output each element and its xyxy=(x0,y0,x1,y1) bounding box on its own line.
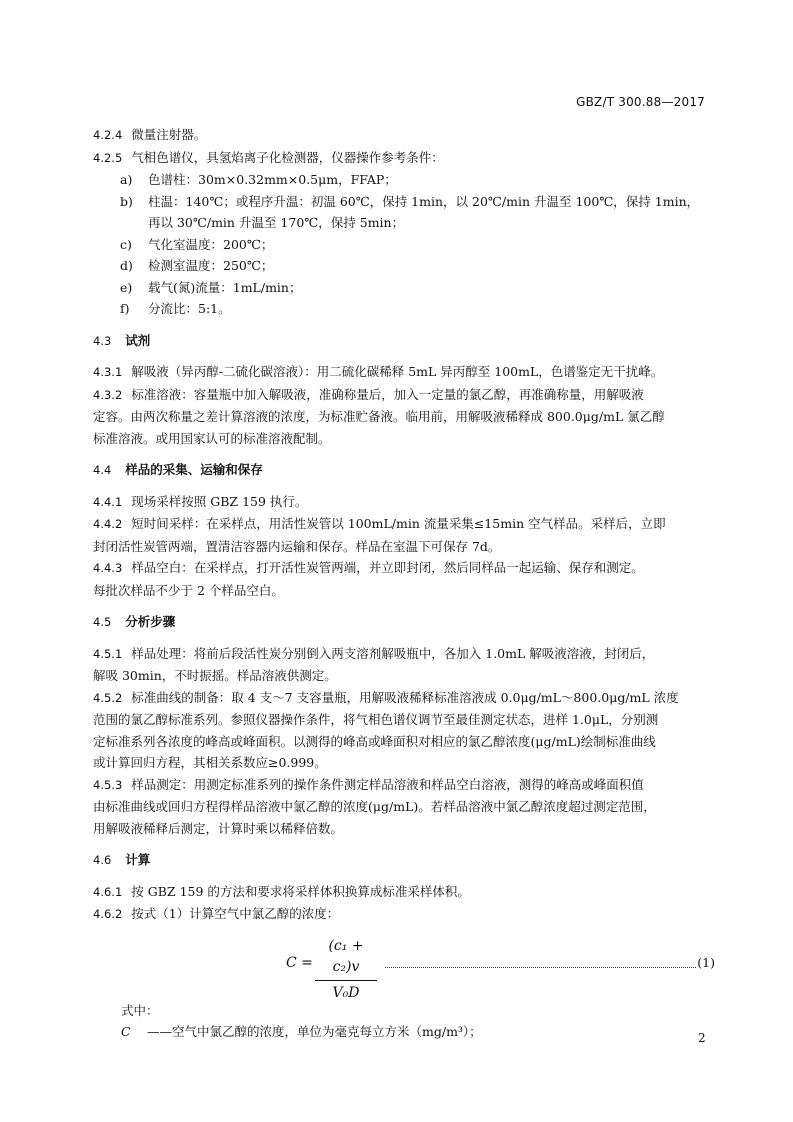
clause-4-4-3-line2: 每批次样品不少于 2 个样品空白。 xyxy=(93,582,284,598)
equation-number: (1) xyxy=(697,954,715,970)
list-item-b-continuation: 再以 30℃/min 升温至 170℃，保持 5min； xyxy=(148,215,405,230)
clause-4-5-2-line4: 或计算回归方程，其相关系数应≥0.999。 xyxy=(93,755,327,770)
clause-4-4-2: 4.4.2 短时间采样：在采样点，用活性炭管以 100mL/min 流量采集≤15min 空气样品。采样后，立即 xyxy=(93,516,666,531)
document-body xyxy=(93,124,715,1043)
clause-4-3-2-line3: 标准溶液。或用国家认可的标准溶液配制。 xyxy=(93,430,331,446)
list-item-e: e) 载气(氮)流量：1mL/min； xyxy=(120,279,302,295)
page-number: 2 xyxy=(698,1031,706,1045)
list-item-c: c) 气化室温度：200℃； xyxy=(120,236,274,252)
clause-text: 微量注射器。 xyxy=(131,127,207,142)
section-heading-4-4: 4.4 样品的采集、运输和保存 xyxy=(93,462,263,477)
clause-4-2-5 xyxy=(93,147,715,170)
clause-4-5-3: 4.5.3 样品测定：用测定标准系列的操作条件测定样品溶液和样品空白溶液，测得的峰高或峰面积值 xyxy=(93,776,644,792)
where-label: 式中： xyxy=(121,1002,159,1018)
symbol-description: ——空气中氯乙醇的浓度，单位为毫克每立方米（mg/m³）； xyxy=(147,1024,482,1039)
section-heading-4-5: 4.5 分析步骤 xyxy=(93,614,176,629)
clause-4-3-2: 4.3.2 标准溶液：容量瓶中加入解吸液，准确称量后，加入一定量的氯乙醇，再准确称量，用解吸液 xyxy=(93,386,644,402)
clause-4-5-3-line3: 用解吸液稀释后测定，计算时乘以稀释倍数。 xyxy=(93,820,344,836)
clause-4-3-2-line2: 定容。由两次称量之差计算溶液的浓度，为标准贮备液。临用前，用解吸液稀释成 800.0μg/mL 氯乙醇 xyxy=(93,409,665,424)
symbol-definition xyxy=(93,1021,715,1043)
section-heading-4-6: 4.6 计算 xyxy=(93,852,151,867)
list-item-d: d) 检测室温度：250℃； xyxy=(120,258,274,273)
clause-4-4-2-line2: 封闭活性炭管两端，置清洁容器内运输和保存。样品在室温下可保存 7d。 xyxy=(93,538,501,554)
clause-number: 4.2.5 xyxy=(93,150,123,165)
clause-4-6-1: 4.6.1 按 GBZ 159 的方法和要求将采样体积换算成标准采样体积。 xyxy=(93,883,470,899)
clause-4-5-1-line2: 解吸 30min，不时振摇。样品溶液供测定。 xyxy=(93,668,337,683)
fraction-bar xyxy=(315,980,377,981)
clause-4-3-1: 4.3.1 解吸液（异丙醇-二硫化碳溶液）：用二硫化碳稀释 5mL 异丙醇至 100mL，色谱鉴定无干扰峰。 xyxy=(93,364,664,379)
formula-numerator: (c₁ + c₂)v xyxy=(328,937,364,975)
clause-4-5-2: 4.5.2 标准曲线的制备：取 4 支～7 支容量瓶，用解吸液稀释标准溶液成 0.0μg/mL～800.0μg/mL 浓度 xyxy=(93,689,679,705)
section-heading-4-3: 4.3 试剂 xyxy=(93,332,151,348)
dot-leader xyxy=(385,959,696,968)
clause-text: 气相色谱仪，具氢焰离子化检测器，仪器操作参考条件： xyxy=(131,149,444,165)
formula-fraction xyxy=(315,936,377,1005)
clause-4-5-2-line2: 范围的氯乙醇标准系列。参照仪器操作条件，将气相色谱仪调节至最佳测定状态，进样 1.0μL，分别测 xyxy=(93,712,659,727)
formula-lhs: C = xyxy=(286,954,313,971)
clause-4-4-3: 4.4.3 样品空白：在采样点，打开活性炭管两端，并立即封闭，然后同样品一起运输、保存和测定。 xyxy=(93,560,644,575)
formula-denominator: V₀D xyxy=(332,984,360,1001)
clause-number: 4.2.4 xyxy=(93,128,123,142)
clause-4-5-3-line2: 由标准曲线或回归方程得样品溶液中氯乙醇的浓度(μg/mL)。若样品溶液中氯乙醇浓度超过测定范围， xyxy=(93,799,656,814)
clause-4-2-4 xyxy=(93,124,715,147)
list-item-a: a) 色谱柱：30m×0.32mm×0.5μm，FFAP； xyxy=(120,172,397,187)
symbol: C xyxy=(121,1024,131,1039)
clause-4-5-2-line3: 定标准系列各浓度的峰高或峰面积。以测得的峰高或峰面积对相应的氯乙醇浓度(μg/mL)绘制标准曲线 xyxy=(93,733,656,749)
clause-4-5-1: 4.5.1 样品处理：将前后段活性炭分别倒入两支溶剂解吸瓶中，各加入 1.0mL 解吸液溶液，封闭后， xyxy=(93,645,655,661)
clause-4-4-1: 4.4.1 现场采样按照 GBZ 159 执行。 xyxy=(93,493,308,509)
formula-1 xyxy=(93,936,715,1001)
list-item-f: f) 分流比：5:1。 xyxy=(120,301,231,316)
list-item-b: b) 柱温：140℃；或程序升温：初温 60℃，保持 1min，以 20℃/min 升温至 100℃，保持 1min， xyxy=(120,193,700,209)
standard-code: GBZ/T 300.88—2017 xyxy=(576,95,705,109)
clause-4-6-2: 4.6.2 按式（1）计算空气中氯乙醇的浓度： xyxy=(93,906,340,921)
